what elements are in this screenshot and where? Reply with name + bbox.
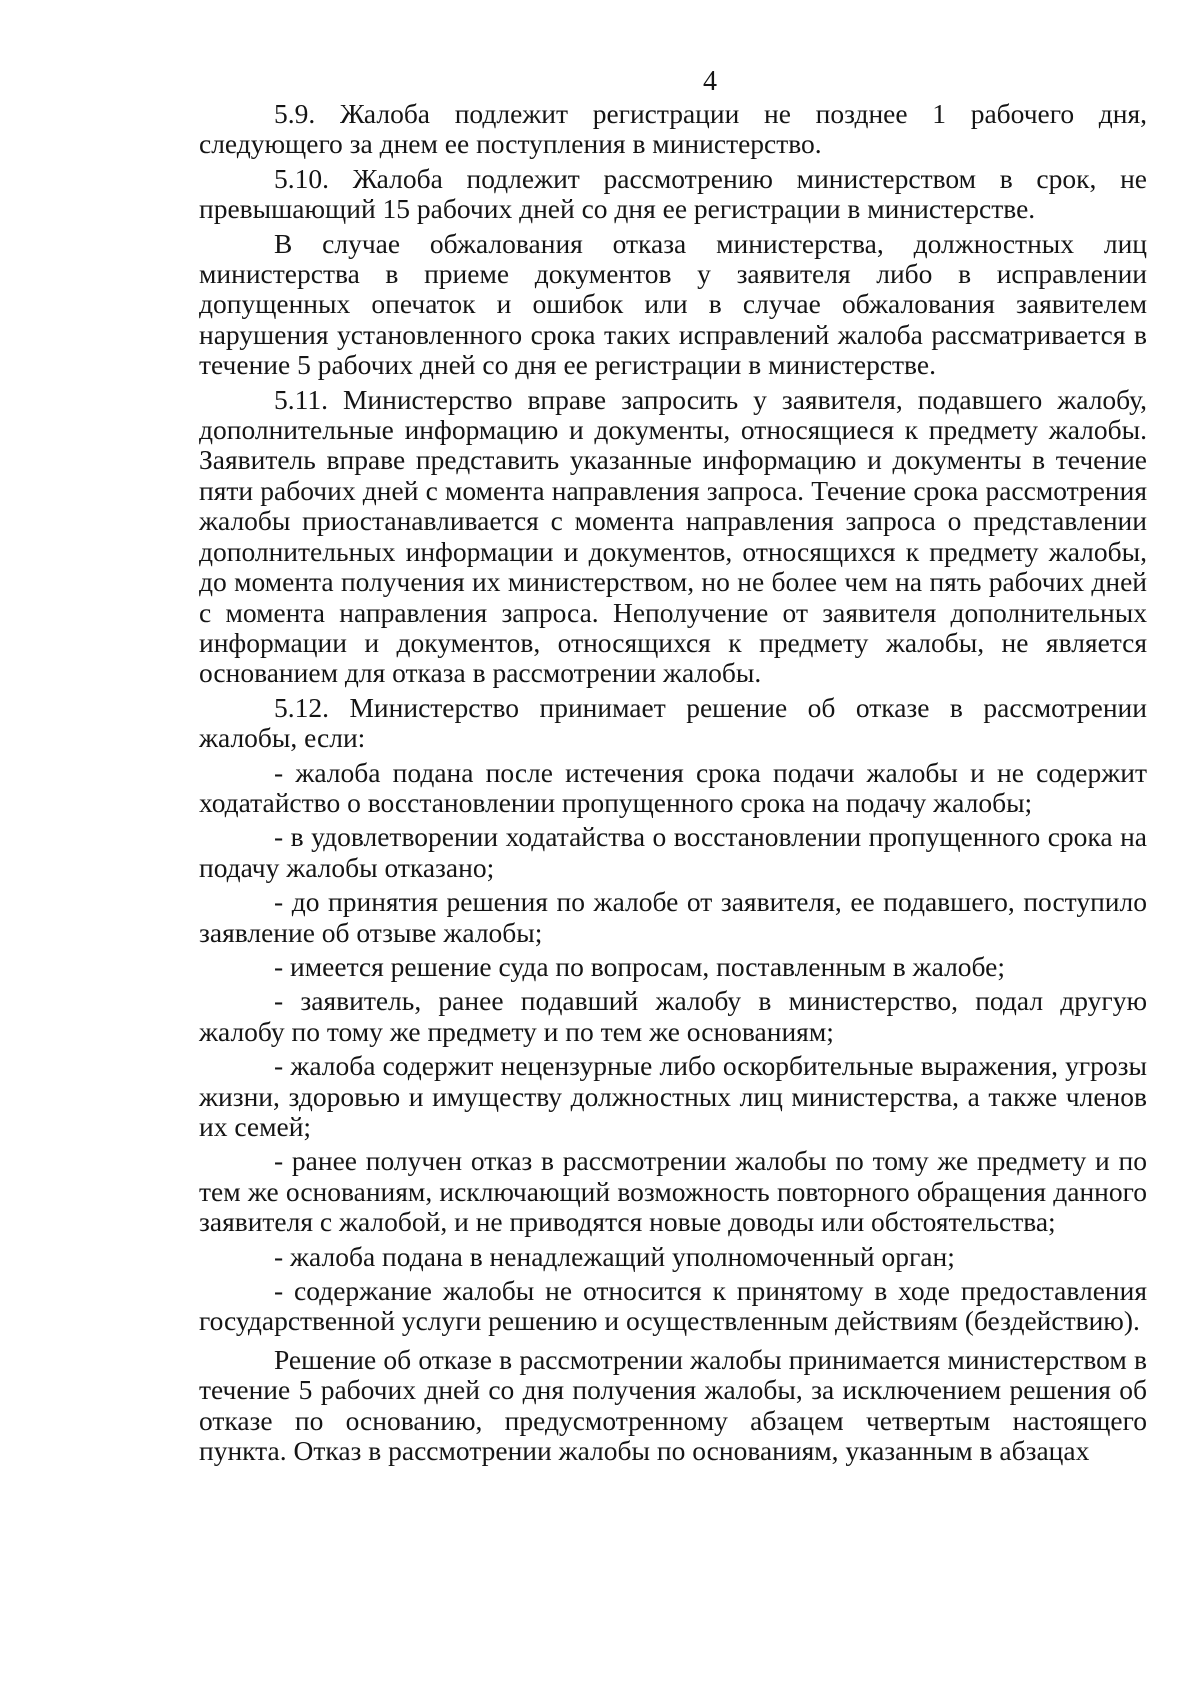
list-item: - жалоба содержит нецензурные либо оскорбительные выражения, угрозы жизни, здоровью и имуществу должностных лиц министерства, а также членов их семей; [199,1050,1147,1142]
list-item: - заявитель, ранее подавший жалобу в министерство, подал другую жалобу по тому же предмету и по тем же основаниям; [199,985,1147,1047]
paragraph-5-12: 5.12. Министерство принимает решение об отказе в рассмотрении жалобы, если: [199,691,1147,754]
paragraph-refusal-decision: Решение об отказе в рассмотрении жалобы принимается министерством в течение 5 рабочих дней со дня получения жалобы, за исключением решения об отказе по основанию, предусмотренному абзацем четвертым настоящего пункта. Отказ в рассмотрении жалобы по основаниям, указанным в абзацах [199,1343,1147,1467]
list-item: - в удовлетворении ходатайства о восстановлении пропущенного срока на подачу жалобы отказано; [199,821,1147,883]
list-item: - жалоба подана в ненадлежащий уполномоченный орган; [274,1240,955,1272]
list-item: - содержание жалобы не относится к принятому в ходе предоставления государственной услуги решению и осуществленным действиям (бездействию). [199,1275,1147,1337]
paragraph-5-11: 5.11. Министерство вправе запросить у заявителя, подавшего жалобу, дополнительные информацию и документы, относящиеся к предмету жалобы. Заявитель вправе представить указанные информацию и документы в течение пяти рабочих дней с момента направления запроса. Течение срока рассмотрения жалобы приостанавливается с момента направления запроса о представлении дополнительных информации и документов, относящихся к предмету жалобы, до момента получения их министерством, но не более чем на пять рабочих дней с момента направления запроса. Неполучение от заявителя дополнительных информации и документов, относящихся к предмету жалобы, не является основанием для отказа в рассмотрении жалобы. [199,383,1147,689]
list-item: - жалоба подана после истечения срока подачи жалобы и не содержит ходатайство о восстановлении пропущенного срока на подачу жалобы; [199,756,1147,818]
paragraph-appeal-refusal: В случае обжалования отказа министерства, должностных лиц министерства в приеме документов у заявителя либо в исправлении допущенных опечаток и ошибок или в случае обжалования заявителем нарушения установленного срока таких исправлений жалоба рассматривается в течение 5 рабочих дней со дня ее регистрации в министерстве. [199,227,1147,381]
page-number: 4 [703,66,717,97]
paragraph-5-9: 5.9. Жалоба подлежит регистрации не позднее 1 рабочего дня, следующего за днем ее поступления в министерство. [199,98,1147,160]
paragraph-5-10: 5.10. Жалоба подлежит рассмотрению министерством в срок, не превышающий 15 рабочих дней со дня ее регистрации в министерстве. [199,162,1147,225]
document-body [199,99,1147,1466]
list-item: - ранее получен отказ в рассмотрении жалобы по тому же предмету и по тем же основаниям, исключающий возможность повторного обращения данного заявителя с жалобой, и не приводятся новые доводы или обстоятельства; [199,1145,1147,1238]
list-item: - до принятия решения по жалобе от заявителя, ее подавшего, поступило заявление об отзыве жалобы; [199,886,1147,948]
list-item: - имеется решение суда по вопросам, поставленным в жалобе; [274,950,1006,982]
